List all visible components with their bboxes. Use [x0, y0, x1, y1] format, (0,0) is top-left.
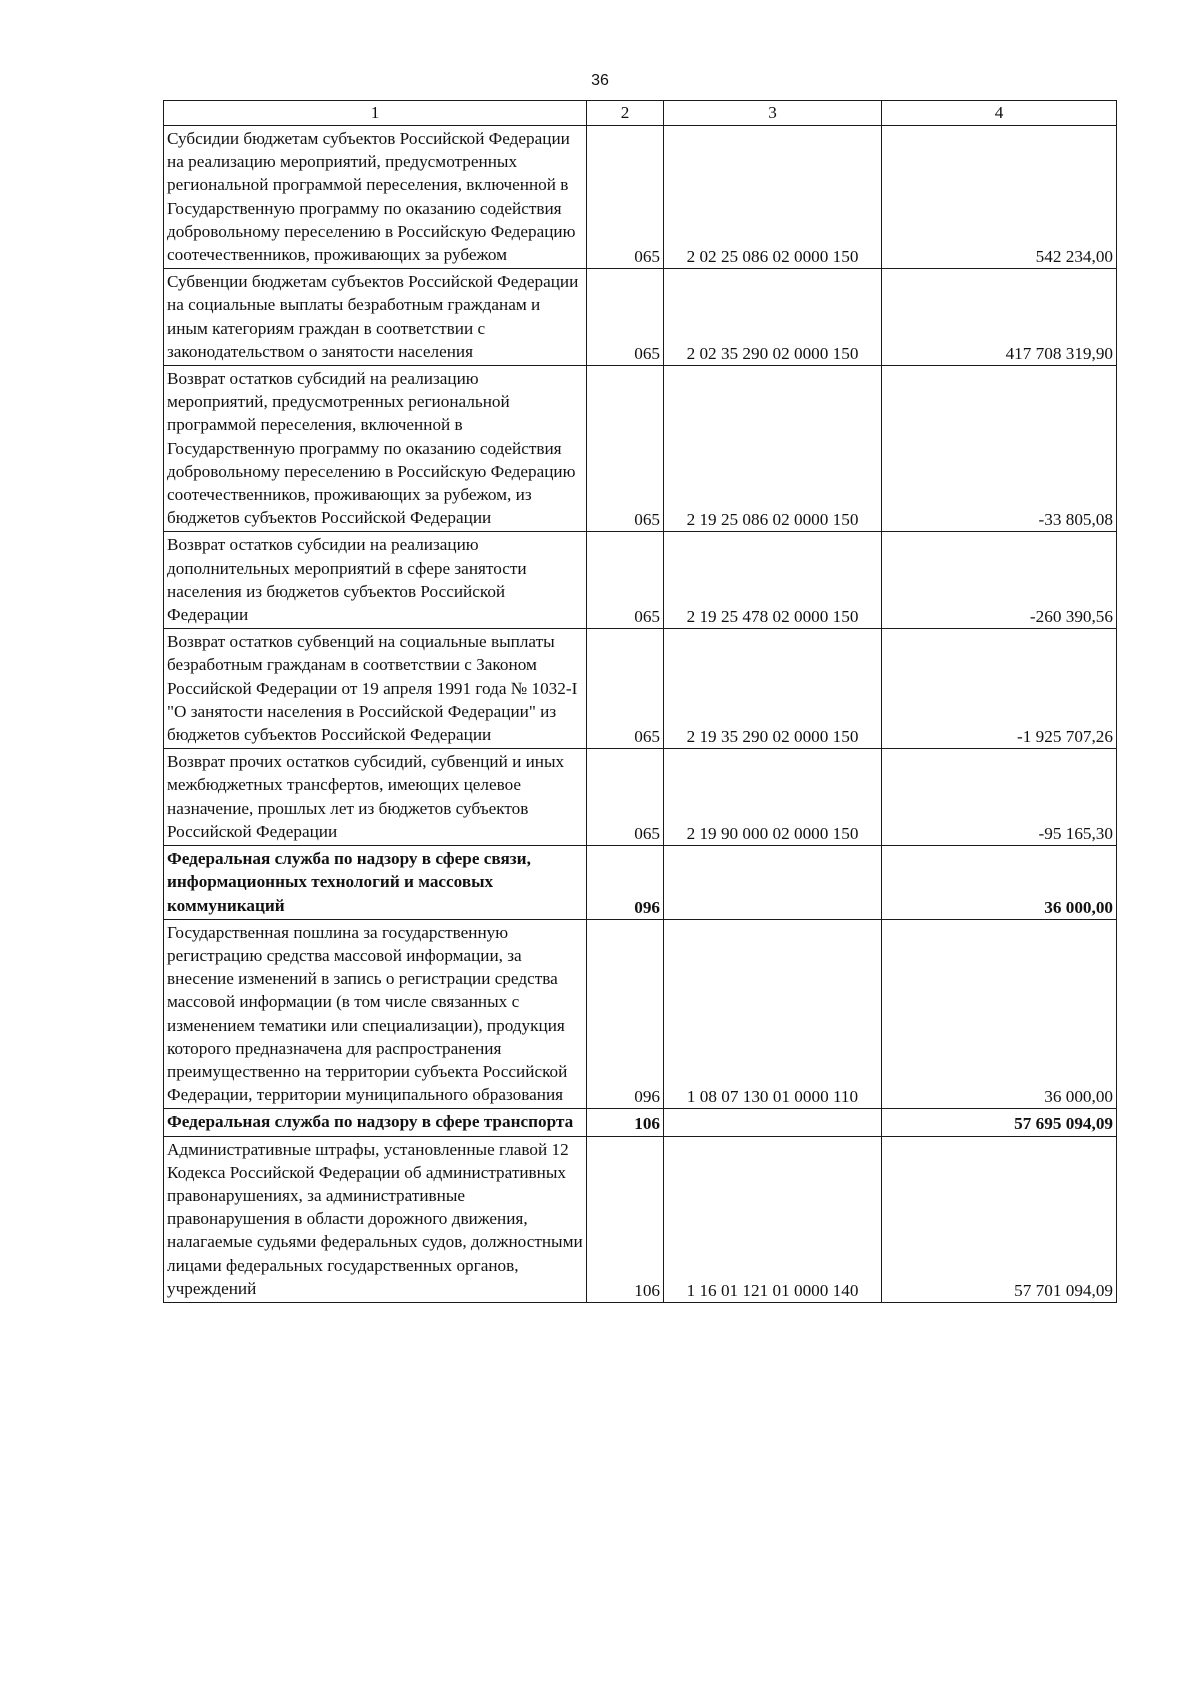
row-admin-code: 096: [587, 919, 664, 1109]
table-row: [164, 1136, 1117, 1302]
row-description: Федеральная служба по надзору в сфере связи, информационных технологий и массовых коммуникаций: [164, 846, 587, 920]
column-header-2: 2: [587, 101, 664, 126]
row-admin-code: 106: [587, 1109, 664, 1136]
table-row: [164, 749, 1117, 846]
table-row: [164, 629, 1117, 749]
row-classification-code: 1 08 07 130 01 0000 110: [664, 919, 882, 1109]
row-classification-code: 2 19 25 478 02 0000 150: [664, 532, 882, 629]
row-classification-code: 2 02 35 290 02 0000 150: [664, 269, 882, 366]
column-header-1: 1: [164, 101, 587, 126]
page-number: 36: [591, 72, 609, 89]
table-body: [164, 126, 1117, 1303]
row-amount: 417 708 319,90: [882, 269, 1117, 366]
row-admin-code: 065: [587, 126, 664, 269]
row-amount: 36 000,00: [882, 846, 1117, 920]
row-classification-code: 2 19 25 086 02 0000 150: [664, 366, 882, 532]
row-description: Субсидии бюджетам субъектов Российской Федерации на реализацию мероприятий, предусмотренных региональной программой переселения, включенной в Государственную программу по оказанию содействия добровольному переселению в Российскую Федерацию соотечественников, проживающих за рубежом: [164, 126, 587, 269]
row-classification-code: 2 02 25 086 02 0000 150: [664, 126, 882, 269]
row-admin-code: 065: [587, 532, 664, 629]
row-classification-code: [664, 846, 882, 920]
budget-revenue-table: [163, 100, 1117, 1303]
row-admin-code: 065: [587, 366, 664, 532]
table-row: [164, 532, 1117, 629]
table-row: [164, 269, 1117, 366]
row-description: Государственная пошлина за государственную регистрацию средства массовой информации, за внесение изменений в запись о регистрации средства массовой информации (в том числе связанных с изменением тематики или специализации), продукция которого предназначена для распространения преимущественно на территории субъекта Российской Федерации, территории муниципального образования: [164, 919, 587, 1109]
row-description: Субвенции бюджетам субъектов Российской Федерации на социальные выплаты безработным гражданам и иным категориям граждан в соответствии с законодательством о занятости населения: [164, 269, 587, 366]
row-admin-code: 096: [587, 846, 664, 920]
table-row-section-header: [164, 846, 1117, 920]
row-classification-code: 1 16 01 121 01 0000 140: [664, 1136, 882, 1302]
row-admin-code: 065: [587, 749, 664, 846]
row-description: Федеральная служба по надзору в сфере транспорта: [164, 1109, 587, 1136]
row-description: Административные штрафы, установленные главой 12 Кодекса Российской Федерации об административных правонарушениях, за административные правонарушения в области дорожного движения, налагаемые судьями федеральных судов, должностными лицами федеральных государственных органов, учреждений: [164, 1136, 587, 1302]
row-admin-code: 106: [587, 1136, 664, 1302]
table-row: [164, 366, 1117, 532]
row-amount: -1 925 707,26: [882, 629, 1117, 749]
row-classification-code: 2 19 90 000 02 0000 150: [664, 749, 882, 846]
row-amount: -95 165,30: [882, 749, 1117, 846]
row-admin-code: 065: [587, 269, 664, 366]
row-classification-code: [664, 1109, 882, 1136]
table-row-section-header: [164, 1109, 1117, 1136]
row-amount: 57 695 094,09: [882, 1109, 1117, 1136]
table-row: [164, 919, 1117, 1109]
row-amount: 542 234,00: [882, 126, 1117, 269]
row-classification-code: 2 19 35 290 02 0000 150: [664, 629, 882, 749]
row-amount: 57 701 094,09: [882, 1136, 1117, 1302]
row-amount: -260 390,56: [882, 532, 1117, 629]
budget-revenue-table-container: [163, 100, 1116, 1303]
table-row: [164, 126, 1117, 269]
column-header-3: 3: [664, 101, 882, 126]
row-description: Возврат остатков субсидий на реализацию мероприятий, предусмотренных региональной программой переселения, включенной в Государственную программу по оказанию содействия добровольному переселению в Российскую Федерацию соотечественников, проживающих за рубежом, из бюджетов субъектов Российской Федерации: [164, 366, 587, 532]
row-description: Возврат остатков субсидии на реализацию дополнительных мероприятий в сфере занятости населения из бюджетов субъектов Российской Федерации: [164, 532, 587, 629]
row-amount: 36 000,00: [882, 919, 1117, 1109]
table-header-row: [164, 101, 1117, 126]
column-header-4: 4: [882, 101, 1117, 126]
row-description: Возврат остатков субвенций на социальные выплаты безработным гражданам в соответствии с Законом Российской Федерации от 19 апреля 1991 года № 1032-I "О занятости населения в Российской Федерации" из бюджетов субъектов Российской Федерации: [164, 629, 587, 749]
row-amount: -33 805,08: [882, 366, 1117, 532]
row-description: Возврат прочих остатков субсидий, субвенций и иных межбюджетных трансфертов, имеющих целевое назначение, прошлых лет из бюджетов субъектов Российской Федерации: [164, 749, 587, 846]
row-admin-code: 065: [587, 629, 664, 749]
